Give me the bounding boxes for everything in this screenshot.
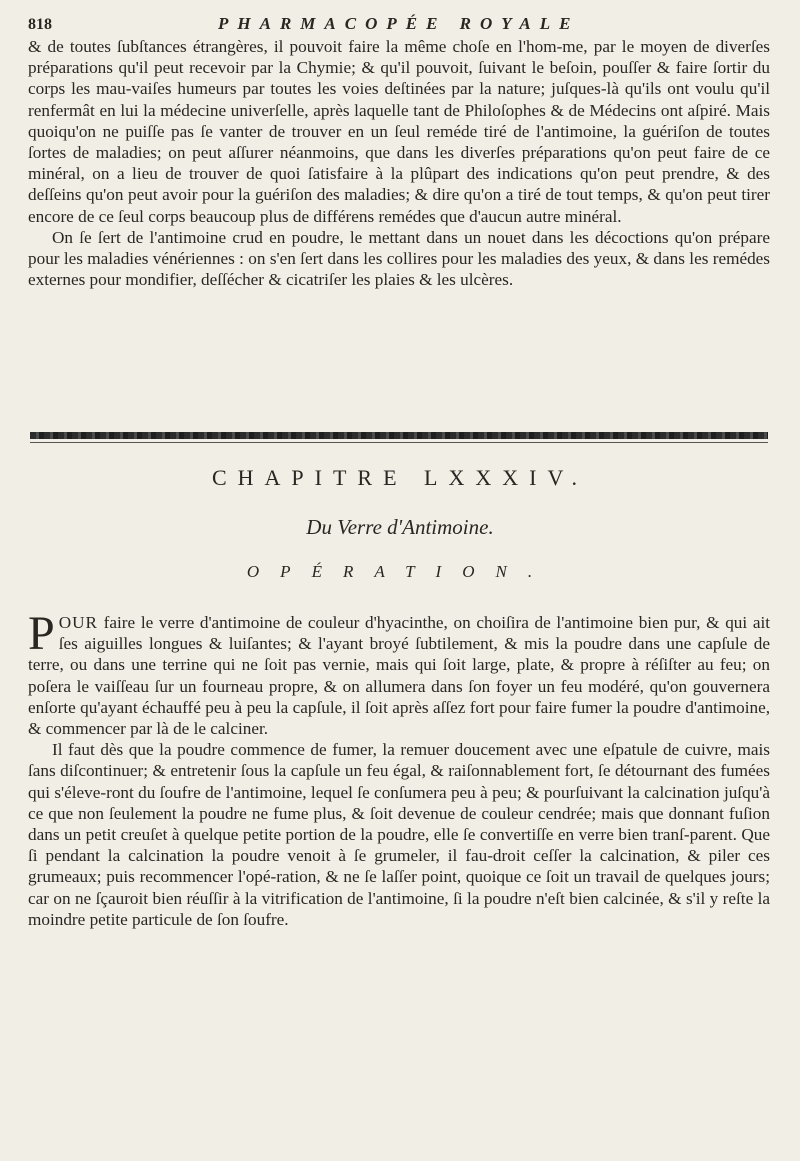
drop-cap: P [28, 607, 55, 660]
running-title: PHARMACOPÉE ROYALE [218, 14, 580, 33]
chapter-body-text [28, 607, 771, 930]
paragraph: Il faut dès que la poudre commence de fumer, la remuer doucement avec une eſpatule de cuivre, mais ſans diſcontinuer; & entretenir ſous la capſule un feu égal, & raiſonnablement fort, ſe détournant des fumées qui s'éleve-ront du ſoufre de l'antimoine, lequel ſe conſumera peu à peu; & pourſuivant la calcination juſqu'à ce que non ſeulement la poudre ne fume plus, & ſoit devenue de couleur cendrée; mais que donnant fuſion dans un petit creuſet à quelque petite portion de la poudre, elle ſe convertiſſe en verre bien tranſ-parent. Que ſi pendant la calcination la poudre venoit à ſe grumeler, il fau-droit ceſſer la calcination, & piler ces grumeaux; puis recommencer l'opé-ration, & ne ſe laſſer point, quoique ce ſoit un travail de quelques jours; car on ne ſçauroit bien réuſſir à la vitrification de l'antimoine, ſi la poudre n'eſt bien calcinée, & s'il y reſte la moindre petite particule de ſon ſoufre. [28, 740, 770, 929]
chapter-heading: CHAPITRE LXXXIV. [211, 465, 589, 490]
paragraph-text: faire le verre d'antimoine de couleur d'hyacinthe, on choiſira de l'antimoine bien pur, & qui ait ſes aiguilles longues & luiſantes; & l'ayant broyé ſubtilement, & mis la poudre dans une capſule de terre, ou dans une terrine qui ne ſoit pas vernie, mais qui ſoit large, plate, & propre à réſiſter au feu; on poſera le vaiſſeau ſur un fourneau propre, & on allumera dans ſon foyer un feu modéré, qu'on gouvernera enſorte qu'ayant échauffé peu à peu la capſule, il ſoit après aſſez fort pour faire fumer la poudre d'antimoine, & commencer par là de le calciner. [28, 613, 771, 739]
section-continued-text [28, 36, 770, 290]
page-number: 818 [28, 16, 52, 33]
paragraph: & de toutes ſubſtances étrangères, il pouvoit faire la même choſe en l'hom-me, par le moyen de diverſes préparations qu'il peut recevoir par la Chymie; & qu'il pouvoit, ſuivant le beſoin, pouſſer & faire ſortir du corps les mau-vaiſes humeurs par toutes les voies deſtinées par la nature; juſques-là qu'ils ont voulu qu'il renfermât en lui la médecine univerſelle, après laquelle tant de Philoſophes & de Médecins ont aſpiré. Mais quoiqu'on ne puiſſe pas ſe vanter de trouver en un ſeul reméde tiré de l'antimoine, la guériſon de toutes ſortes de maladies; on peut aſſurer néanmoins, que dans les diverſes préparations qu'on peut faire de ce minéral, on a lieu de trouver de quoi ſatisfaire à la plûpart des indications qu'on peut prendre, & des deſſeins qu'on peut avoir pour la guériſon des maladies; & dire qu'on a tiré de tout temps, & qu'on peut tirer encore de ce ſeul corps beaucoup plus de différens remédes que d'aucun autre minéral. [28, 37, 770, 226]
paragraph [28, 607, 771, 739]
first-word-rest: OUR [58, 613, 98, 632]
divider-line [30, 442, 768, 443]
operation-heading: OPÉRATION. [246, 562, 554, 581]
paragraph: On ſe ſert de l'antimoine crud en poudre, le mettant dans un nouet dans les décoctions qu'on prépare pour les maladies vénériennes : on s'en ſert dans les collires pour les maladies des yeux, & dans les remédes externes pour mondifier, deſſécher & cicatriſer les plaies & les ulcères. [28, 227, 770, 290]
chapter-subtitle: Du Verre d'Antimoine. [306, 515, 494, 539]
ornamental-rule [30, 432, 768, 439]
